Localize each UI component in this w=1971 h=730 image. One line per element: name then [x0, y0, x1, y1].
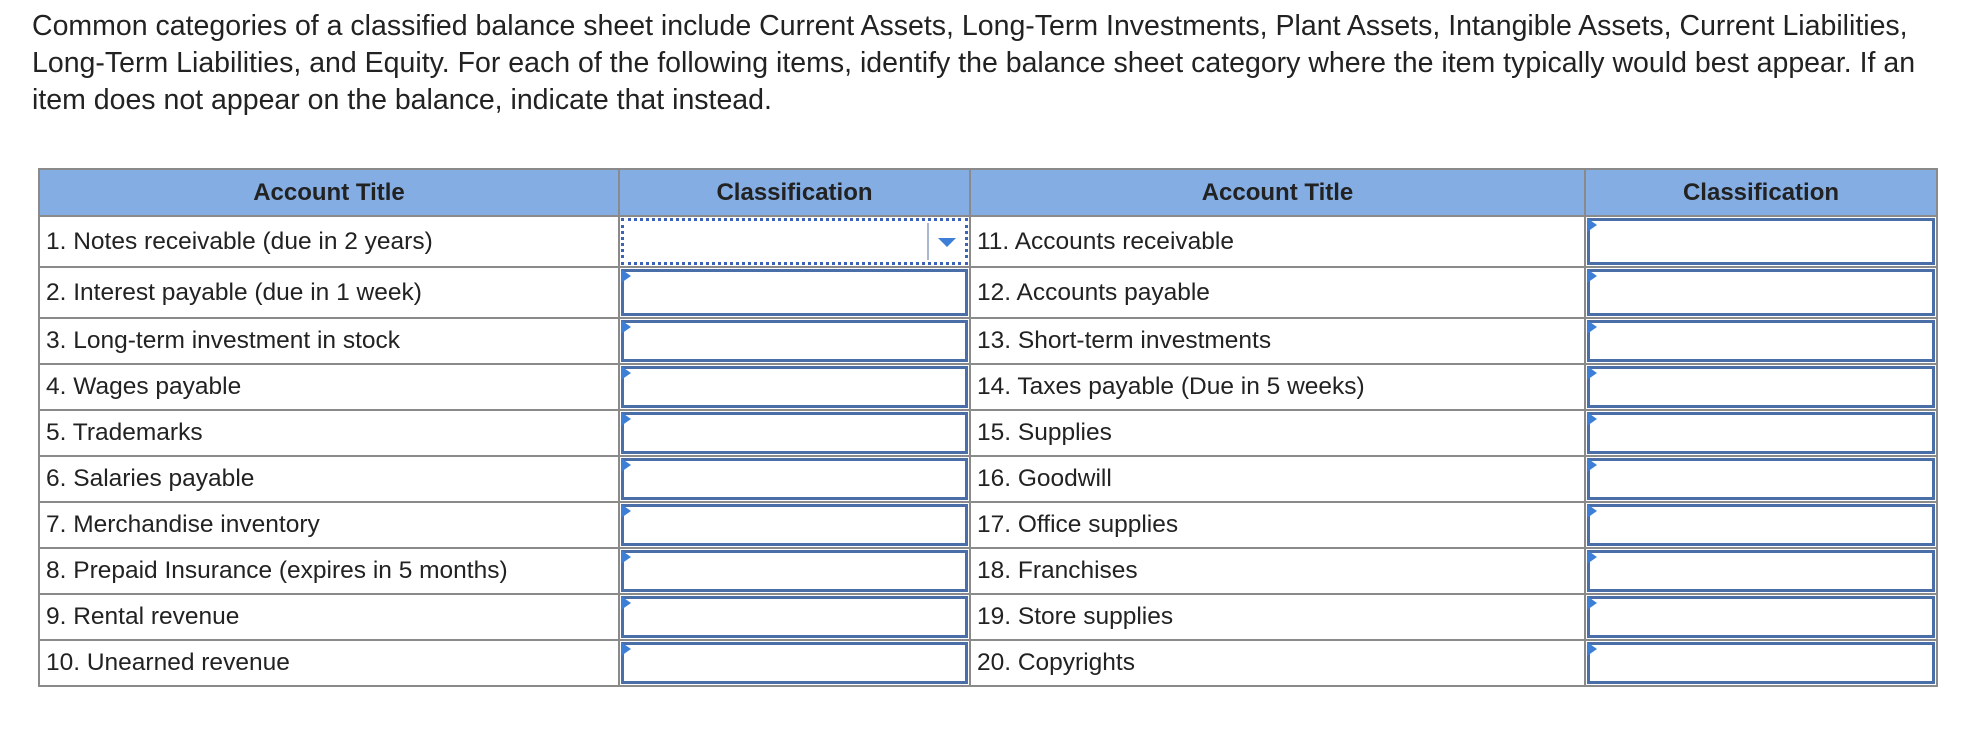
dropdown-marker-icon [1587, 412, 1597, 426]
classification-dropdown-13[interactable] [1587, 320, 1935, 362]
table-row [39, 216, 1937, 267]
dropdown-marker-icon [1587, 269, 1597, 283]
account-title-cell: 15. Supplies [970, 410, 1585, 456]
dropdown-marker-icon [1587, 320, 1597, 334]
account-title-cell: 12. Accounts payable [970, 267, 1585, 318]
table-row [39, 410, 1937, 456]
account-title-cell: 16. Goodwill [970, 456, 1585, 502]
account-title-cell: 8. Prepaid Insurance (expires in 5 months) [39, 548, 619, 594]
classification-cell [1585, 318, 1937, 364]
table-row [39, 594, 1937, 640]
chevron-down-icon[interactable] [938, 238, 956, 247]
account-title-cell: 11. Accounts receivable [970, 216, 1585, 267]
classification-cell [1585, 502, 1937, 548]
dropdown-marker-icon [1587, 218, 1597, 232]
dropdown-marker-icon [1587, 596, 1597, 610]
classification-cell [619, 640, 970, 686]
account-title-cell: 1. Notes receivable (due in 2 years) [39, 216, 619, 267]
dropdown-marker-icon [621, 642, 631, 656]
account-title-cell: 13. Short-term investments [970, 318, 1585, 364]
dropdown-marker-icon [621, 458, 631, 472]
classification-cell [619, 502, 970, 548]
classification-dropdown-6[interactable] [621, 458, 968, 500]
classification-dropdown-16[interactable] [1587, 458, 1935, 500]
dropdown-marker-icon [621, 366, 631, 380]
table-header-row [39, 169, 1937, 216]
instructions-text: Common categories of a classified balance sheet include Current Assets, Long-Term Investments, Plant Assets, Intangible Assets, Current Liabilities, Long-Term Liabilities, and Equity. For each of the following items, identify the balance sheet category where the item typically would best appear. If an item does not appear on the balance, indicate that instead. [32, 10, 1916, 116]
account-title-cell: 2. Interest payable (due in 1 week) [39, 267, 619, 318]
classification-dropdown-9[interactable] [621, 596, 968, 638]
dropdown-marker-icon [1587, 366, 1597, 380]
table-row [39, 318, 1937, 364]
dropdown-marker-icon [621, 269, 631, 283]
account-title-cell: 18. Franchises [970, 548, 1585, 594]
classification-cell [619, 267, 970, 318]
classification-dropdown-14[interactable] [1587, 366, 1935, 408]
account-title-cell: 10. Unearned revenue [39, 640, 619, 686]
classification-cell [1585, 594, 1937, 640]
dropdown-marker-icon [621, 596, 631, 610]
account-title-cell: 3. Long-term investment in stock [39, 318, 619, 364]
header-classification-right: Classification [1585, 169, 1937, 216]
classification-dropdown-19[interactable] [1587, 596, 1935, 638]
dropdown-marker-icon [1587, 642, 1597, 656]
dropdown-marker-icon [621, 504, 631, 518]
account-title-cell: 6. Salaries payable [39, 456, 619, 502]
classification-dropdown-11[interactable] [1587, 218, 1935, 265]
account-title-cell: 19. Store supplies [970, 594, 1585, 640]
classification-dropdown-18[interactable] [1587, 550, 1935, 592]
classification-cell [1585, 364, 1937, 410]
classification-dropdown-1[interactable] [621, 218, 968, 265]
dropdown-marker-icon [621, 412, 631, 426]
header-classification-left: Classification [619, 169, 970, 216]
classification-cell [619, 456, 970, 502]
dropdown-divider [927, 223, 929, 260]
classification-dropdown-17[interactable] [1587, 504, 1935, 546]
account-title-cell: 5. Trademarks [39, 410, 619, 456]
classification-cell [1585, 456, 1937, 502]
classification-dropdown-15[interactable] [1587, 412, 1935, 454]
dropdown-marker-icon [1587, 504, 1597, 518]
dropdown-marker-icon [1587, 458, 1597, 472]
table-row [39, 502, 1937, 548]
classification-cell [1585, 410, 1937, 456]
classification-cell [619, 548, 970, 594]
classification-cell [1585, 216, 1937, 267]
table-row [39, 267, 1937, 318]
classification-dropdown-8[interactable] [621, 550, 968, 592]
classification-cell [619, 364, 970, 410]
classification-dropdown-4[interactable] [621, 366, 968, 408]
classification-dropdown-2[interactable] [621, 269, 968, 316]
header-account-title-left: Account Title [39, 169, 619, 216]
classification-cell [1585, 267, 1937, 318]
account-title-cell: 14. Taxes payable (Due in 5 weeks) [970, 364, 1585, 410]
table-row [39, 548, 1937, 594]
account-title-cell: 20. Copyrights [970, 640, 1585, 686]
classification-cell [619, 410, 970, 456]
account-title-cell: 9. Rental revenue [39, 594, 619, 640]
classification-cell [1585, 640, 1937, 686]
dropdown-marker-icon [621, 550, 631, 564]
classification-cell [619, 216, 970, 267]
classification-dropdown-5[interactable] [621, 412, 968, 454]
account-title-cell: 7. Merchandise inventory [39, 502, 619, 548]
account-title-cell: 17. Office supplies [970, 502, 1585, 548]
classification-dropdown-3[interactable] [621, 320, 968, 362]
dropdown-marker-icon [1587, 550, 1597, 564]
classification-table [38, 168, 1938, 687]
account-title-cell: 4. Wages payable [39, 364, 619, 410]
header-account-title-right: Account Title [970, 169, 1585, 216]
table-row [39, 640, 1937, 686]
classification-dropdown-20[interactable] [1587, 642, 1935, 684]
table-row [39, 456, 1937, 502]
classification-cell [1585, 548, 1937, 594]
table-row [39, 364, 1937, 410]
classification-cell [619, 318, 970, 364]
classification-dropdown-12[interactable] [1587, 269, 1935, 316]
classification-cell [619, 594, 970, 640]
classification-dropdown-10[interactable] [621, 642, 968, 684]
dropdown-marker-icon [621, 320, 631, 334]
classification-dropdown-7[interactable] [621, 504, 968, 546]
